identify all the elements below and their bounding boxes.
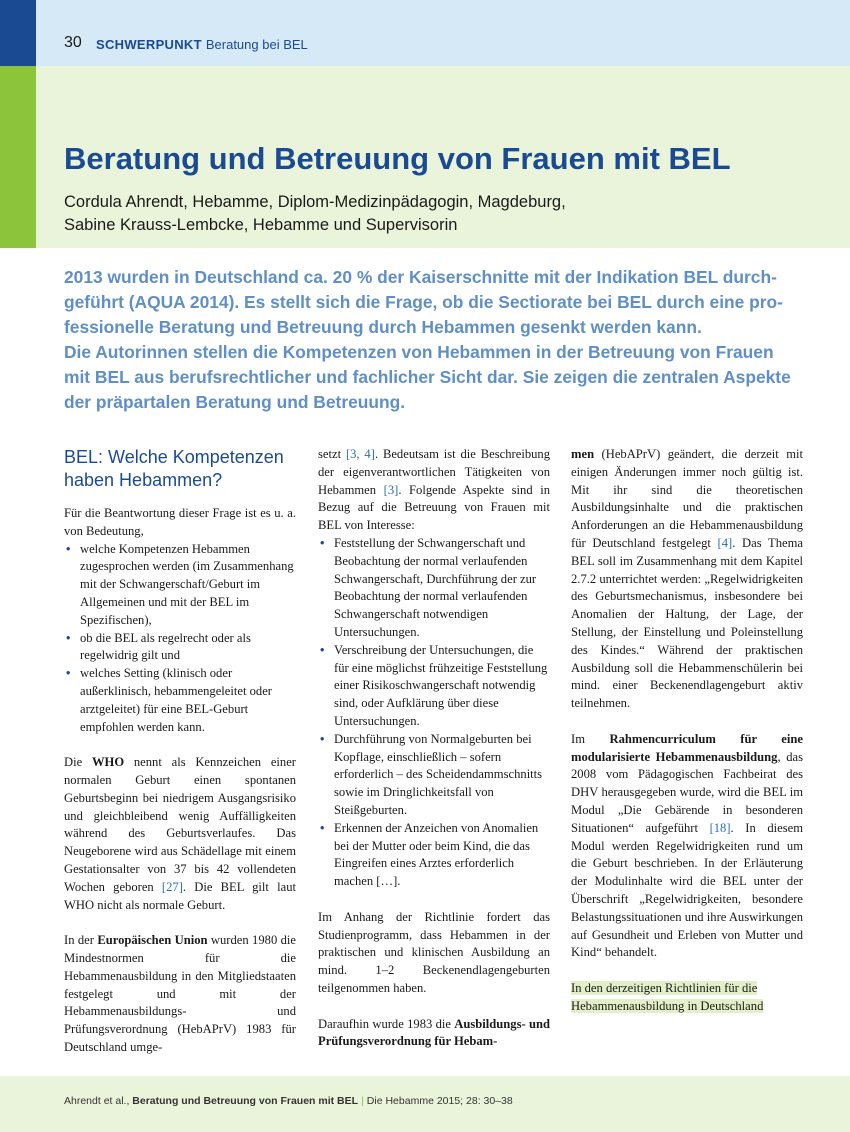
article-title: Beratung und Betreuung von Frauen mit BEL [64,141,731,176]
footer-authors: Ahrendt et al., [64,1095,130,1107]
bold-term: WHO [91,755,125,770]
page-number: 30 [64,34,82,51]
text-span: . Bedeutsam ist die Beschreibung der eigenverantwortlichen Tätigkeiten von Hebammen [318,447,551,497]
text-span: Daraufhin wurde 1983 die [318,1016,455,1031]
section-heading: BEL: Welche Kompetenzen haben Hebammen? [64,447,284,490]
title-accent-stripe [0,66,36,248]
reference-link[interactable]: [3] [383,482,399,497]
text-span: Die [64,755,92,770]
list-item: • Feststellung der Schwangerschaft und Beobachtung der normal verlaufenden Schwangerschaft, Durchführung der zur Beobachtung der normal verlaufenden Schwangerschaft notwendigen Untersuchungen. [318,535,550,642]
footer-title: Beratung und Betreuung von Frauen mit BEL [132,1095,359,1107]
abstract-line: fessionelle Beratung und Betreuung durch Hebammen gesenkt werden kann. [64,317,702,337]
text-span: Im [571,731,610,746]
author-line-1: Cordula Ahrendt, Hebamme, Diplom-Medizinpädagogin, Magdeburg, [64,193,566,211]
list-item: • Verschreibung der Untersuchungen, die für eine möglichst frühzeitige Feststellung einer Risikoschwangerschaft notwendig sind, oder Aufklärung über diese Untersuchungen. [318,642,550,731]
header-bar [0,0,850,66]
competence-list [64,541,296,737]
paragraph-intro: Für die Beantwortung dieser Frage ist es u. a. von Bedeutung, [64,506,296,538]
text-span: nennt als Kennzeichen einer normalen Geburt einen spontanen Geburtsbeginn bei niedrigem Ausgangsrisiko und gleichbleibend wenig Auffälligkeiten während des Geburtsverlaufes. Das Neugeborene wird aus Schädellage mit einem Gestationsalter von 37 bis 42 vollendeten Wochen geboren [64,755,296,894]
paragraph-who [64,754,296,914]
paragraph-curriculum [571,731,803,962]
header-accent-stripe [0,0,36,66]
section-subtitle: Beratung bei BEL [205,37,308,52]
abstract-line: 2013 wurden in Deutschland ca. 20 % der Kaiserschnitte mit der Indikation BEL durch- [64,267,777,287]
author-line-2: Sabine Krauss-Lembcke, Hebamme und Supervisorin [64,216,458,234]
text-span: . Die BEL gilt laut WHO nicht als normale Geburt. [64,879,296,912]
text-span: . Das Thema BEL soll im Zusammenhang mit dem Kapitel 2.7.2 unterrichtet werden: „Regelwidrigkeiten des Geburtsmechanismus, insbesondere bei Anomalien der Haltung, der Lage, der Stellung, der Einstellung und Poleinstellung des Kindes.“ Während der praktischen Ausbildung soll die Hebammenschülerin bei mind. einer Beckenendlagengeburt aktiv teilnehmen. [571,535,803,711]
tasks-list [318,535,550,891]
list-item: • ob die BEL als regelrecht oder als regelwidrig gilt und [64,630,296,666]
paragraph-eu [64,932,296,1057]
text-span: , das 2008 vom Pädagogischen Fachbeirat des DHV herausgegeben wurde, wird die BEL im Modul „Die Gebärende in besonderen Situationen“ aufgeführt [571,749,803,835]
text-span: setzt [318,447,346,461]
bold-term: men [571,447,595,461]
paragraph-annex: Im Anhang der Richtlinie fordert das Studienprogramm, dass Hebammen in der praktischen und klinischen Ausbildung an mind. 1–2 Beckenendlagengeburten teilgenommen haben. [318,909,550,995]
column-3 [571,446,803,1033]
bold-term: Rahmencurriculum für eine modularisierte Hebammenausbildung [571,731,803,764]
list-item: • Durchführung von Normalgeburten bei Kopflage, einschließlich – sofern erforderlich – des Scheidendammschnitts sowie im Dringlichkeitsfall von Steißgeburten. [318,731,550,820]
reference-link[interactable]: [3, 4] [345,447,375,461]
bold-term: Ausbildungs- und Prüfungsverordnung für Hebam- [318,1016,550,1049]
paragraph-1983 [318,1016,550,1052]
footer-citation [64,1095,513,1107]
text-span: In der [64,933,98,948]
section-name: SCHWERPUNKT [96,37,202,52]
text-span: wurden 1980 die Mindestnormen für die Hebammenausbildung in den Mitgliedstaaten festgelegt und mit der Hebammenausbildungs- und Prüfungsverordnung (HebAPrV) 1983 für Deutschland umge- [64,933,296,1054]
text-span: (HebAPrV) geändert, die derzeit mit einigen Änderungen immer noch gültig ist. Mit ihr sind die theoretischen Ausbildungsinhalte und die praktischen Anforderungen an die Hebammenausbildung für Deutschland festgelegt [571,447,803,550]
bold-term: Europäischen Union [97,933,208,948]
abstract-line: der präpartalen Beratung und Betreuung. [64,392,406,412]
list-item: • Erkennen der Anzeichen von Anomalien bei der Mutter oder beim Kind, die das Eingreifen eines Arztes erforderlich machen […]. [318,820,550,891]
column-2 [318,446,550,1069]
text-span: . In diesem Modul werden Regelwidrigkeiten rund um die Geburt beschrieben. In der Erläuterung der Modulinhalte wird die BEL unter der Überschrift „Regelwidrigkeiten, besondere Belastungssituationen und ihre Auswirkungen auf Gesundheit und Erleben von Mutter und Kind“ behandelt. [571,820,804,960]
abstract-line: Die Autorinnen stellen die Kompetenzen von Hebammen in der Betreuung von Frauen [64,342,774,362]
highlighted-text: In den derzeitigen Richtlinien für die Hebammenausbildung in Deutschland [571,980,764,1013]
list-item: • welche Kompetenzen Hebammen zugesprochen werden (im Zusammenhang mit der Schwangerschaft/Geburt im Allgemeinen und mit der BEL im Spezifischen), [64,541,296,630]
abstract [64,265,794,415]
footer-separator: | [361,1095,364,1107]
footer-journal: Die Hebamme 2015; 28: 30–38 [366,1095,513,1107]
reference-link[interactable]: [4] [717,535,733,550]
column-1 [64,446,296,1075]
paragraph-hebaprv [571,446,803,713]
reference-link[interactable]: [27] [161,879,183,894]
list-item: • welches Setting (klinisch oder außerklinisch, hebammengeleitet oder arztgeleitet) für eine BEL-Geburt empfohlen werden kann. [64,665,296,736]
paragraph-highlighted [571,980,803,1016]
text-span: . Folgende Aspekte sind in Bezug auf die Betreuung von Frauen mit BEL von Interesse: [318,482,550,533]
abstract-line: mit BEL aus berufsrechtlicher und fachlicher Sicht dar. Sie zeigen die zentralen Aspekte [64,367,791,387]
section-label [96,37,308,52]
reference-link[interactable]: [18] [709,820,731,835]
paragraph-directive [318,446,550,535]
abstract-line: geführt (AQUA 2014). Es stellt sich die Frage, ob die Sectiorate bei BEL durch eine pro- [64,292,783,312]
